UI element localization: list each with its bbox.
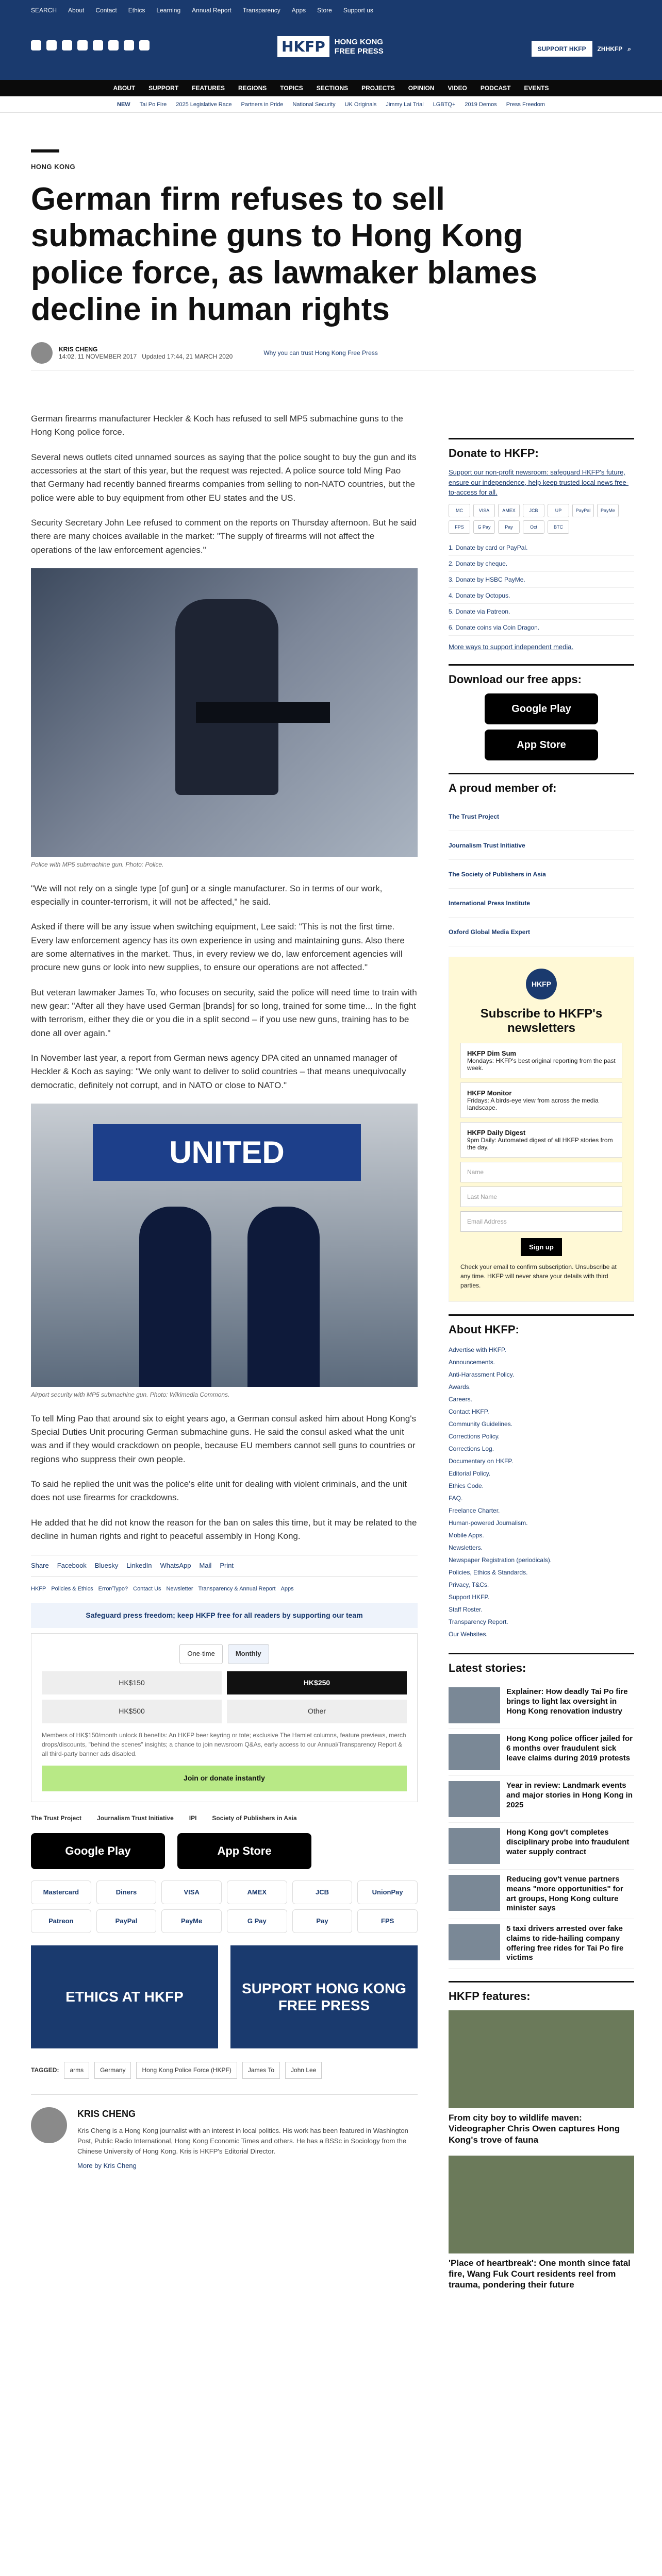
share-bar	[31, 1555, 418, 1577]
search-icon[interactable]: ⌕	[627, 45, 631, 53]
member-logo[interactable]: IPI	[189, 1814, 197, 1822]
newsletter-box	[449, 957, 634, 1302]
pay-mini-logo: PayPal	[572, 504, 594, 517]
about-link[interactable]: Our Websites.	[449, 1631, 488, 1638]
author-avatar[interactable]	[31, 342, 53, 364]
payment-logo: Diners	[96, 1880, 157, 1904]
story-thumbnail	[449, 1875, 500, 1911]
byline	[31, 342, 634, 364]
member-logo[interactable]: The Trust Project	[31, 1814, 82, 1822]
amount-option-selected[interactable]: HK$250	[227, 1671, 407, 1695]
payment-logo: Patreon	[31, 1909, 91, 1933]
about-link[interactable]: Ethics Code.	[449, 1482, 484, 1489]
feature-title[interactable]: From city boy to wildlife maven: Videographer Chris Owen captures Hong Kong's trove of fauna	[449, 2113, 620, 2145]
about-link[interactable]: Documentary on HKFP.	[449, 1458, 514, 1465]
paragraph: German firearms manufacturer Heckler & Koch has refused to sell MP5 submachine guns to the Hong Kong police force.	[31, 414, 403, 437]
about-title: About HKFP:	[449, 1323, 519, 1336]
nav-support[interactable]: SUPPORT	[148, 84, 179, 92]
donate-method[interactable]: 5. Donate via Patreon.	[449, 604, 634, 620]
about-link[interactable]: Privacy, T&Cs.	[449, 1581, 489, 1588]
payment-logos	[31, 1880, 418, 1933]
share-print[interactable]: Print	[220, 1561, 234, 1569]
site-logo[interactable]	[277, 36, 384, 57]
pay-mini-logo: UP	[548, 504, 569, 517]
logo-bar	[0, 21, 662, 80]
about-link[interactable]: Awards.	[449, 1383, 471, 1391]
donate-widget	[31, 1633, 418, 1802]
nav-features[interactable]: FEATURES	[192, 84, 225, 92]
paragraph: He added that he did not know the reason for the ban on sales this time, but it may be related to the decline in human rights and right to peaceful assembly in Hong Kong.	[31, 1517, 417, 1541]
signup-button[interactable]: Sign up	[521, 1238, 562, 1256]
title-rule	[31, 149, 59, 152]
membership-section	[449, 773, 634, 946]
pay-mini-logo: VISA	[473, 504, 495, 517]
nav-video[interactable]: VIDEO	[448, 84, 467, 92]
member-logo[interactable]: The Trust Project	[449, 802, 634, 831]
about-link[interactable]: Editorial Policy.	[449, 1470, 491, 1477]
about-link[interactable]: Contact HKFP.	[449, 1408, 489, 1415]
pay-mini-logo: MC	[449, 504, 470, 517]
nav-topics[interactable]: TOPICS	[280, 84, 303, 92]
features-section	[449, 1981, 634, 2291]
top-search-link[interactable]: SEARCH	[31, 7, 57, 14]
policy-link[interactable]: Newsletter	[166, 1585, 193, 1592]
trending-item[interactable]: 2025 Legislative Race	[176, 101, 232, 108]
united-sign: UNITED	[93, 1124, 361, 1181]
article-body	[31, 412, 418, 2171]
google-play-badge[interactable]: Google Play	[31, 1833, 165, 1869]
name-input[interactable]: Name	[460, 1162, 622, 1182]
instagram-icon[interactable]	[62, 40, 72, 50]
trending-item[interactable]: Jimmy Lai Trial	[386, 101, 424, 108]
share-facebook[interactable]: Facebook	[57, 1561, 87, 1569]
top-bar	[0, 0, 662, 21]
email-input[interactable]: Email Address	[460, 1211, 622, 1232]
pay-mini-logo: Oct	[523, 520, 544, 534]
payment-logo: VISA	[161, 1880, 222, 1904]
promo-banners	[31, 1945, 418, 2048]
tag[interactable]: John Lee	[285, 2062, 322, 2079]
author-bio: Kris Cheng is a Hong Kong journalist with an interest in local politics. His work has been featured in Washington Post, Public Radio International, Hong Kong Economic Times and others. He has a BSSc in Sociology from the Chinese University of Hong Kong. Kris is HKFP's Editorial Director.	[77, 2126, 408, 2155]
publish-date: 14:02, 11 NOVEMBER 2017	[59, 353, 137, 361]
author-name[interactable]: KRIS CHENG	[59, 346, 98, 353]
tag[interactable]: Germany	[94, 2062, 131, 2079]
share-whatsapp[interactable]: WhatsApp	[160, 1561, 191, 1569]
main-content	[31, 134, 634, 2290]
member-logo[interactable]: The Society of Publishers in Asia	[449, 860, 634, 889]
author-box	[31, 2094, 418, 2171]
social-icons	[31, 40, 150, 50]
amount-option-other[interactable]: Other	[227, 1700, 407, 1723]
member-logo[interactable]: Journalism Trust Initiative	[449, 831, 634, 860]
why-trust-link[interactable]: Why you can trust Hong Kong Free Press	[263, 349, 378, 357]
ethics-banner[interactable]: ETHICS AT HKFP	[31, 1945, 218, 2048]
story-thumbnail	[449, 1687, 500, 1723]
x-icon[interactable]	[46, 40, 57, 50]
story-thumbnail	[449, 1828, 500, 1864]
about-link[interactable]: Corrections Policy.	[449, 1433, 500, 1440]
payment-logo: UnionPay	[357, 1880, 418, 1904]
trending-bar	[0, 96, 662, 113]
donate-text[interactable]: Support our non-profit newsroom: safeguard HKFP's future, ensure our independence, help keep trusted local news free-to-access for all.	[449, 468, 629, 496]
newsletter-note: Check your email to confirm subscription. Unsubscribe at any time. HKFP will never share your details with third parties.	[460, 1263, 617, 1289]
pay-mini-logo: FPS	[449, 520, 470, 534]
payment-logo: PayPal	[96, 1909, 157, 1933]
trending-item[interactable]: National Security	[292, 101, 336, 108]
top-link-about[interactable]: About	[68, 7, 85, 14]
about-link[interactable]: Community Guidelines.	[449, 1420, 513, 1428]
features-title: HKFP features:	[449, 1990, 531, 2003]
about-link[interactable]: Anti-Harassment Policy.	[449, 1371, 515, 1378]
more-by-author-link[interactable]: More by Kris Cheng	[77, 2162, 137, 2170]
about-link[interactable]: Corrections Log.	[449, 1445, 494, 1452]
donate-title: Donate to HKFP:	[449, 447, 539, 460]
top-link-transparency[interactable]: Transparency	[242, 7, 280, 14]
story-thumbnail	[449, 1924, 500, 1960]
payment-logo: G Pay	[227, 1909, 287, 1933]
photo-caption: Police with MP5 submachine gun. Photo: Police.	[31, 861, 164, 869]
nav-events[interactable]: EVENTS	[524, 84, 549, 92]
about-link[interactable]: Mobile Apps.	[449, 1532, 484, 1539]
trending-item[interactable]: 2019 Demos	[465, 101, 497, 108]
top-link-annual-report[interactable]: Annual Report	[192, 7, 231, 14]
pay-mini-logo: AMEX	[498, 504, 520, 517]
pay-mini-logo: Pay	[498, 520, 520, 534]
nav-projects[interactable]: PROJECTS	[361, 84, 395, 92]
about-link[interactable]: Freelance Charter.	[449, 1507, 500, 1514]
about-link[interactable]: Newspaper Registration (periodicals).	[449, 1556, 552, 1564]
top-link-apps[interactable]: Apps	[291, 7, 306, 14]
amount-option[interactable]: HK$150	[42, 1671, 222, 1695]
share-bluesky[interactable]: Bluesky	[94, 1561, 119, 1569]
member-logo[interactable]: Society of Publishers in Asia	[212, 1814, 297, 1822]
payment-logo: Mastercard	[31, 1880, 91, 1904]
donate-method[interactable]: 6. Donate coins via Coin Dragon.	[449, 620, 634, 636]
pay-mini-logo: PayMe	[597, 504, 619, 517]
author-box-name[interactable]: KRIS CHENG	[77, 2108, 136, 2119]
app-store-badge[interactable]: App Store	[485, 730, 598, 760]
policy-link[interactable]: Transparency & Annual Report	[198, 1585, 276, 1592]
paragraph: In November last year, a report from German news agency DPA cited an unnamed manager of Heckler & Koch as saying: "We only want to deliver to solid countries – that means unequivocally democratic, definitely not corrupt, and in NATO or close to NATO."	[31, 1053, 406, 1090]
paragraph: "We will not rely on a single type [of gun] or a single manufacturer. So in terms of our work, especially in counter-terrorism, it will not be affected," he said.	[31, 883, 383, 907]
threads-icon[interactable]	[77, 40, 88, 50]
trending-item[interactable]: Partners in Pride	[241, 101, 284, 108]
latest-stories	[449, 1653, 634, 1969]
app-store-badges	[31, 1833, 418, 1869]
member-title: A proud member of:	[449, 782, 557, 794]
policy-links	[31, 1585, 418, 1594]
member-logos-row	[31, 1814, 418, 1823]
pay-mini-logo: BTC	[548, 520, 569, 534]
latest-title: Latest stories:	[449, 1662, 526, 1674]
about-link[interactable]: Newsletters.	[449, 1544, 483, 1551]
pay-mini-logo: JCB	[523, 504, 544, 517]
article-kicker[interactable]: HONG KONG	[31, 163, 76, 171]
join-donate-button[interactable]: Join or donate instantly	[42, 1766, 407, 1791]
support-hkfp-banner[interactable]: SUPPORT HONG KONG FREE PRESS	[230, 1945, 418, 2048]
logo-mark: HKFP	[277, 36, 329, 57]
story-item[interactable]: Reducing gov't venue partners means "more opportunities" for art groups, Hong Kong culture minister says	[449, 1870, 634, 1919]
policy-link[interactable]: Apps	[280, 1585, 294, 1592]
paragraph: To tell Ming Pao that around six to eight years ago, a German consul asked him about Hong Kong's Special Duties Unit procuring German submachine guns. He said the consul asked what the unit was and if they would crackdown on people, because EU members cannot sell guns to countries or regions who suppress their own people.	[31, 1413, 416, 1464]
payment-logo: JCB	[292, 1880, 353, 1904]
newsletter-option[interactable]: HKFP Daily Digest 9pm Daily: Automated digest of all HKFP stories from the day.	[460, 1122, 622, 1158]
donate-section	[449, 438, 634, 652]
newsletter-title: Subscribe to HKFP's newsletters	[480, 1007, 603, 1035]
main-nav	[0, 80, 662, 96]
top-link-store[interactable]: Store	[317, 7, 332, 14]
donate-method[interactable]: 1. Donate by card or PayPal.	[449, 540, 634, 556]
about-link[interactable]: FAQ.	[449, 1495, 463, 1502]
payment-logo: AMEX	[227, 1880, 287, 1904]
nav-regions[interactable]: REGIONS	[238, 84, 267, 92]
support-hkfp-button[interactable]: SUPPORT HKFP	[532, 41, 592, 57]
feature-image[interactable]	[449, 2156, 634, 2253]
tags-label: TAGGED:	[31, 2066, 59, 2074]
article-title: German firm refuses to sell submachine guns to Hong Kong police force, as lawmaker blames decline in human rights	[31, 181, 538, 327]
trending-item[interactable]: UK Originals	[344, 101, 377, 108]
feature-title[interactable]: 'Place of heartbreak': One month since fatal fire, Wang Fuk Court residents reel from trauma, pondering their future	[449, 2258, 631, 2290]
about-link[interactable]: Careers.	[449, 1396, 473, 1403]
tag[interactable]: James To	[242, 2062, 280, 2079]
payment-logo: Pay	[292, 1909, 353, 1933]
airport-photo	[31, 1104, 418, 1387]
policy-link[interactable]: Contact Us	[133, 1585, 161, 1592]
paragraph: To said he replied the unit was the police's elite unit for dealing with violent criminals, and the unit does not use firearms for crackdowns.	[31, 1479, 407, 1503]
logo-text: HONG KONG FREE PRESS	[334, 38, 384, 56]
story-item[interactable]: Year in review: Landmark events and major stories in Hong Kong in 2025	[449, 1776, 634, 1823]
paragraph: Asked if there will be any issue when switching equipment, Lee said: "This is not the first time. Every law enforcement agency has its own experience in using and maintaining guns. Also there are some alternatives in the market. Thus, in every review we do, law enforcement agencies will procure new guns or look into new supplies, to ensure our operations are not affected."	[31, 922, 405, 973]
paragraph: Several news outlets cited unnamed sources as saying that the police sought to buy the gun and its accessories at the start of this year, but the request was rejected. A police source told Ming Pao that Germany had recently banned firearms companies from selling to non-NATO countries, but the police were able to buy equipment from other EU states and the US.	[31, 452, 417, 503]
trending-item[interactable]: Tai Po Fire	[139, 101, 167, 108]
author-avatar[interactable]	[31, 2107, 67, 2143]
nav-opinion[interactable]: OPINION	[408, 84, 435, 92]
top-link-support[interactable]: Support us	[343, 7, 373, 14]
about-link[interactable]: Support HKFP.	[449, 1594, 490, 1601]
trending-item[interactable]: Press Freedom	[506, 101, 545, 108]
more-ways-link[interactable]: More ways to support independent media.	[449, 642, 574, 651]
policy-link[interactable]: Error/Typo?	[98, 1585, 128, 1592]
share-mail[interactable]: Mail	[199, 1561, 212, 1569]
google-play-badge[interactable]: Google Play	[485, 693, 598, 724]
youtube-icon[interactable]	[108, 40, 119, 50]
telegram-icon[interactable]	[139, 40, 150, 50]
story-item[interactable]: 5 taxi drivers arrested over fake claims to ride-hailing company offering free rides for Tai Po fire victims	[449, 1919, 634, 1969]
amount-option[interactable]: HK$500	[42, 1700, 222, 1723]
newsletter-option[interactable]: HKFP Dim Sum Mondays: HKFP's best original reporting from the past week.	[460, 1043, 622, 1078]
top-link-contact[interactable]: Contact	[95, 7, 117, 14]
sidebar	[449, 438, 634, 2301]
updated-date: Updated 17:44, 21 MARCH 2020	[142, 353, 233, 361]
zh-link[interactable]: ZHHKFP	[597, 45, 623, 53]
mail-icon[interactable]	[124, 40, 134, 50]
photo-caption: Airport security with MP5 submachine gun. Photo: Wikimedia Commons.	[31, 1391, 230, 1399]
story-item[interactable]: Explainer: How deadly Tai Po fire brings to light lax oversight in Hong Kong renovation industry	[449, 1682, 634, 1729]
apps-title: Download our free apps:	[449, 673, 582, 686]
donate-method[interactable]: 4. Donate by Octopus.	[449, 588, 634, 604]
facebook-icon[interactable]	[31, 40, 41, 50]
top-link-ethics[interactable]: Ethics	[128, 7, 145, 14]
tag[interactable]: arms	[64, 2062, 89, 2079]
story-thumbnail	[449, 1734, 500, 1770]
about-section	[449, 1314, 634, 1640]
tag[interactable]: Hong Kong Police Force (HKPF)	[136, 2062, 237, 2079]
about-link[interactable]: Transparency Report.	[449, 1618, 508, 1625]
story-item[interactable]: Hong Kong gov't completes disciplinary probe into fraudulent water supply contract	[449, 1823, 634, 1870]
last-name-input[interactable]: Last Name	[460, 1187, 622, 1207]
story-thumbnail	[449, 1781, 500, 1817]
apps-section	[449, 664, 634, 760]
member-logo[interactable]: Journalism Trust Initiative	[97, 1814, 174, 1822]
bluesky-icon[interactable]	[93, 40, 103, 50]
donate-note: Members of HK$150/month unlock 8 benefits: An HKFP beer keyring or tote; exclusive The Hamlet columns, feature previews, merch drops/discounts, "behind the scenes" insights; a chance to join newsroom Q&As, early access to our Annual/Transparency Report & all third-party banner ads disabled.	[42, 1731, 406, 1757]
share-label: Share	[31, 1561, 49, 1569]
pay-mini-logo: G Pay	[473, 520, 495, 534]
newsletter-option[interactable]: HKFP Monitor Fridays: A birds-eye view from across the media landscape.	[460, 1082, 622, 1118]
newsletter-logo: HKFP	[526, 969, 557, 999]
trending-item[interactable]: LGBTQ+	[433, 101, 456, 108]
member-logo[interactable]: Oxford Global Media Expert	[449, 918, 634, 946]
nav-about[interactable]: ABOUT	[113, 84, 136, 92]
payment-logo: FPS	[357, 1909, 418, 1933]
top-link-learning[interactable]: Learning	[156, 7, 181, 14]
about-link[interactable]: Staff Roster.	[449, 1606, 483, 1613]
about-link[interactable]: Policies, Ethics & Standards.	[449, 1569, 528, 1576]
paragraph: Security Secretary John Lee refused to comment on the reports on Thursday afternoon. But he said there are many choices available in the market: "The supply of firearms will not affect the operations of the law enforcement agencies."	[31, 518, 417, 555]
paragraph: But veteran lawmaker James To, who focuses on security, said the police will need time to train with new gear: "After all they have used German [brands] for so long, trained for some time... In the fight with terrorism, either they die or you die in a split second – if you use new guns, training has to be done all over again."	[31, 987, 417, 1038]
nav-podcast[interactable]: PODCAST	[480, 84, 511, 92]
police-photo	[31, 568, 418, 857]
payment-logo: PayMe	[161, 1909, 222, 1933]
trending-label: NEW	[117, 101, 130, 108]
donate-method[interactable]: 3. Donate by HSBC PayMe.	[449, 572, 634, 588]
member-logo[interactable]: International Press Institute	[449, 889, 634, 918]
share-linkedin[interactable]: LinkedIn	[126, 1561, 152, 1569]
tags	[31, 2062, 418, 2079]
about-link[interactable]: Advertise with HKFP.	[449, 1346, 506, 1353]
policy-link[interactable]: HKFP	[31, 1585, 46, 1592]
story-item[interactable]: Hong Kong police officer jailed for 6 months over fraudulent sick leave claims during 2019 protests	[449, 1729, 634, 1776]
app-store-badge[interactable]: App Store	[177, 1833, 311, 1869]
support-banner[interactable]: Safeguard press freedom; keep HKFP free for all readers by supporting our team	[31, 1603, 418, 1629]
freq-one-time[interactable]: One-time	[179, 1644, 222, 1664]
freq-monthly[interactable]: Monthly	[228, 1644, 269, 1664]
about-link[interactable]: Human-powered Journalism.	[449, 1519, 528, 1527]
policy-link[interactable]: Policies & Ethics	[51, 1585, 93, 1592]
donate-method[interactable]: 2. Donate by cheque.	[449, 556, 634, 572]
nav-sections[interactable]: SECTIONS	[316, 84, 349, 92]
feature-image[interactable]	[449, 2010, 634, 2108]
about-link[interactable]: Announcements.	[449, 1359, 495, 1366]
